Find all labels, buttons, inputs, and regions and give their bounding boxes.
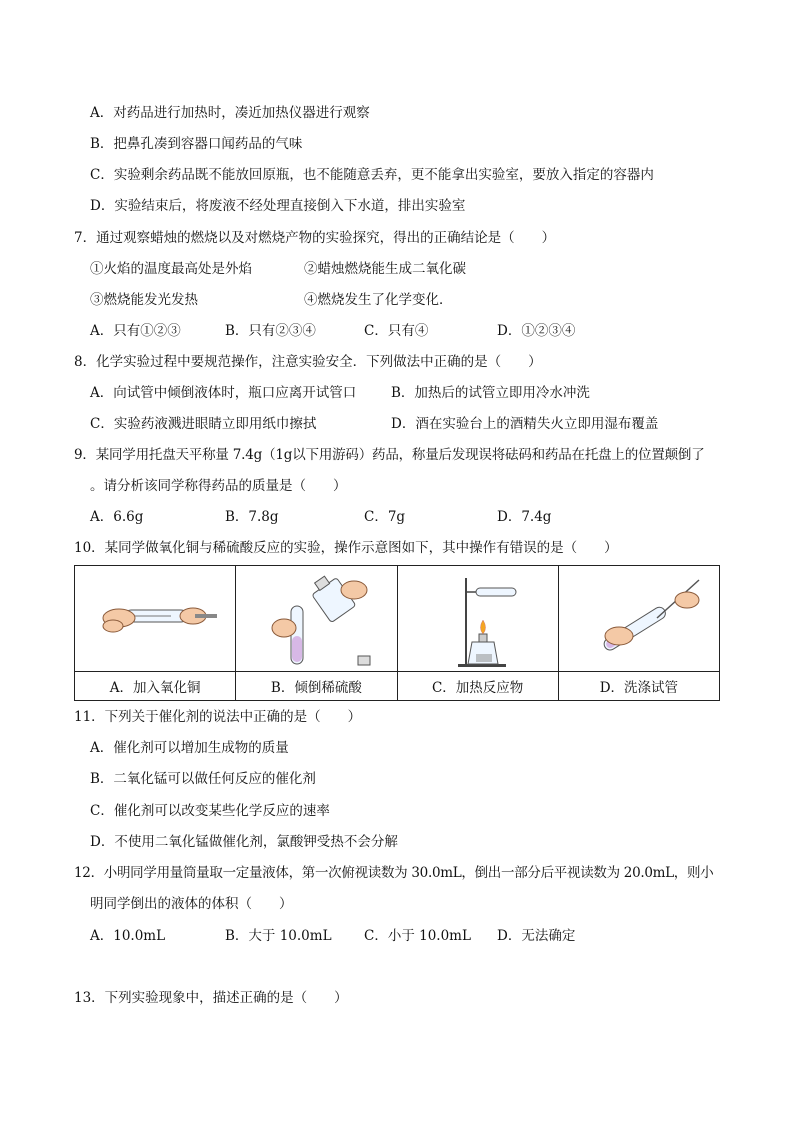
q8-option-a: A．向试管中倾倒液体时，瓶口应离开试管口 xyxy=(90,385,357,401)
q9-option-d: D．7.4g xyxy=(497,509,552,525)
q12-option-a: A．10.0mL xyxy=(90,928,166,944)
q12-option-b: B．大于 10.0mL xyxy=(225,928,332,944)
q6-option-b: B．把鼻孔凑到容器口闻药品的气味 xyxy=(90,136,303,152)
q13-stem: 13．下列实验现象中，描述正确的是（ ） xyxy=(74,990,348,1006)
heat-reactants-illustration xyxy=(398,566,559,671)
q10-stem: 10．某同学做氧化铜与稀硫酸反应的实验，操作示意图如下，其中操作有错误的是（ ） xyxy=(74,540,618,556)
q7-option-b: B．只有②③④ xyxy=(225,323,316,339)
q10-cell-d-image xyxy=(558,566,719,672)
q9-option-b: B．7.8g xyxy=(225,509,279,525)
pour-dilute-acid-illustration xyxy=(236,566,397,671)
q12-option-d: D．无法确定 xyxy=(497,928,576,944)
q6-option-c: C．实验剩余药品既不能放回原瓶，也不能随意丢弃，更不能拿出实验室，要放入指定的容器内 xyxy=(90,167,654,183)
q8-option-b: B．加热后的试管立即用冷水冲洗 xyxy=(391,385,590,401)
q9-stem-line2: 。请分析该同学称得药品的质量是（ ） xyxy=(90,478,347,494)
q11-option-c: C．催化剂可以改变某些化学反应的速率 xyxy=(90,803,330,819)
q7-option-c: C．只有④ xyxy=(364,323,429,339)
q9-option-c: C．7g xyxy=(364,509,406,525)
q6-option-a: A．对药品进行加热时，凑近加热仪器进行观察 xyxy=(90,105,370,121)
q10-cell-c-image xyxy=(397,566,558,672)
q8-stem: 8．化学实验过程中要规范操作，注意实验安全．下列做法中正确的是（ ） xyxy=(74,354,542,370)
q11-stem: 11．下列关于催化剂的说法中正确的是（ ） xyxy=(74,709,362,725)
q11-option-b: B．二氧化锰可以做任何反应的催化剂 xyxy=(90,771,316,787)
q10-caption-c: C．加热反应物 xyxy=(397,672,558,701)
wash-test-tube-illustration xyxy=(559,566,720,671)
q7-statement-3: ③燃烧能发光发热 xyxy=(90,292,198,308)
q10-caption-a: A．加入氧化铜 xyxy=(75,672,236,701)
q7-option-d: D．①②③④ xyxy=(497,323,576,339)
q8-option-d: D．酒在实验台上的酒精失火立即用湿布覆盖 xyxy=(391,416,659,432)
q11-option-d: D．不使用二氧化锰做催化剂，氯酸钾受热不会分解 xyxy=(90,834,398,850)
q12-option-c: C．小于 10.0mL xyxy=(364,928,471,944)
q9-stem-line1: 9．某同学用托盘天平称量 7.4g（1g以下用游码）药品，称量后发现误将砝码和药品在托盘上的位置颠倒了 xyxy=(74,447,705,463)
q10-cell-a-image xyxy=(75,566,236,672)
q6-option-d: D．实验结束后，将废液不经处理直接倒入下水道，排出实验室 xyxy=(90,198,466,214)
q10-cell-b-image xyxy=(236,566,397,672)
q7-option-a: A．只有①②③ xyxy=(90,323,181,339)
q10-caption-d: D．洗涤试管 xyxy=(558,672,719,701)
q7-statement-1: ①火焰的温度最高处是外焰 xyxy=(90,261,252,277)
q9-option-a: A．6.6g xyxy=(90,509,144,525)
add-copper-oxide-illustration xyxy=(75,566,236,671)
q7-statement-2: ②蜡烛燃烧能生成二氧化碳 xyxy=(304,261,466,277)
q12-stem-line1: 12．小明同学用量筒量取一定量液体，第一次俯视读数为 30.0mL，倒出一部分后平视读数为 20.0mL，则小 xyxy=(74,865,714,881)
q10-caption-b: B．倾倒稀硫酸 xyxy=(236,672,397,701)
q7-statement-4: ④燃烧发生了化学变化． xyxy=(304,292,453,308)
q12-stem-line2: 明同学倒出的液体的体积（ ） xyxy=(90,896,293,912)
q7-stem: 7．通过观察蜡烛的燃烧以及对燃烧产物的实验探究，得出的正确结论是（ ） xyxy=(74,230,556,246)
q10-figure-table xyxy=(74,565,720,701)
q8-option-c: C．实验药液溅进眼睛立即用纸巾擦拭 xyxy=(90,416,317,432)
q11-option-a: A．催化剂可以增加生成物的质量 xyxy=(90,740,289,756)
